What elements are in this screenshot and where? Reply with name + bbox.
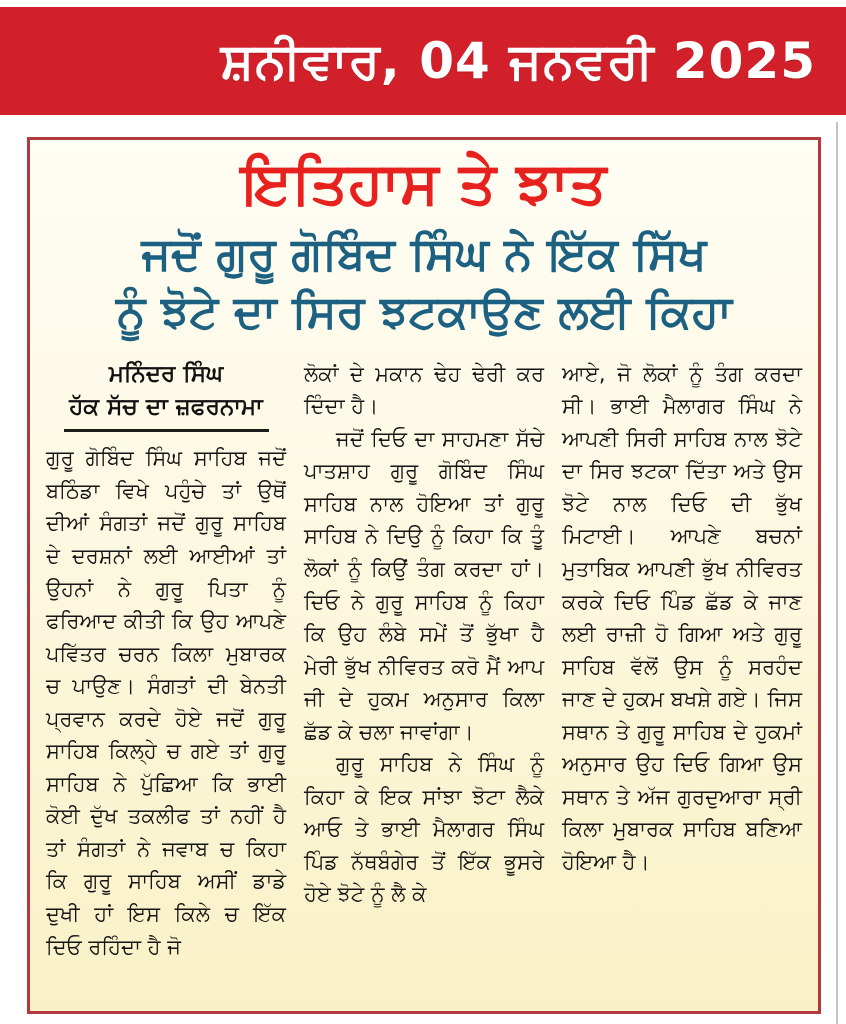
date-text: ਸ਼ਨੀਵਾਰ, 04 ਜਨਵਰੀ 2025 — [220, 31, 816, 90]
headline-line-1: ਜਦੋਂ ਗੁਰੂ ਗੋਬਿੰਦ ਸਿੰਘ ਨੇ ਇੱਕ ਸਿੱਖ — [141, 226, 707, 280]
column-2 — [304, 358, 544, 963]
byline-column-name: ਹੱਕ ਸੱਚ ਦਾ ਜ਼ਫਰਨਾਮਾ — [69, 394, 263, 421]
article-paragraph: ਜਦੋਂ ਦਿਓ ਦਾ ਸਾਹਮਣਾ ਸੱਚੇ ਪਾਤਸ਼ਾਹ ਗੁਰੂ ਗੋਬਿੰਦ ਸਿੰਘ ਸਾਹਿਬ ਨਾਲ ਹੋਇਆ ਤਾਂ ਗੁਰੂ ਸਾਹਿਬ ਨੇ ਦਿਉ ਨੂੰ ਕਿਹਾ ਕਿ ਤੂੰ ਲੋਕਾਂ ਨੂੰ ਕਿਉਂ ਤੰਗ ਕਰਦਾ ਹਾਂ। ਦਿਓ ਨੇ ਗੁਰੂ ਸਾਹਿਬ ਨੂੰ ਕਿਹਾ ਕਿ ਉਹ ਲੰਬੇ ਸਮੇਂ ਤੋਂ ਭੁੱਖਾ ਹੈ ਮੇਰੀ ਭੁੱਖ ਨੀਵਿਰਤ ਕਰੋ ਮੈਂ ਆਪ ਜੀ ਦੇ ਹੁਕਮ ਅਨੁਸਾਰ ਕਿਲਾ ਛੱਡ ਕੇ ਚਲਾ ਜਾਵਾਂਗਾ। — [304, 426, 544, 744]
column-3 — [562, 358, 802, 963]
column-1 — [46, 358, 286, 963]
article-columns — [46, 358, 802, 963]
byline-author: ਮਨਿੰਦਰ ਸਿੰਘ — [108, 360, 224, 387]
article-paragraph: ਆਏ, ਜੋ ਲੋਕਾਂ ਨੂੰ ਤੰਗ ਕਰਦਾ ਸੀ। ਭਾਈ ਮੈਲਾਗਰ ਸਿੰਘ ਨੇ ਆਪਣੀ ਸਿਰੀ ਸਾਹਿਬ ਨਾਲ ਝੋਟੇ ਦਾ ਸਿਰ ਝਟਕਾ ਦਿੱਤਾ ਅਤੇ ਉਸ ਝੋਟੇ ਨਾਲ ਦਿਓ ਦੀ ਭੁੱਖ ਮਿਟਾਈ। ਆਪਣੇ ਬਚਨਾਂ ਮੁਤਾਬਿਕ ਆਪਣੀ ਭੁੱਖ ਨੀਵਿਰਤ ਕਰਕੇ ਦਿਓ ਪਿੰਡ ਛੱਡ ਕੇ ਜਾਣ ਲਈ ਰਾਜ਼ੀ ਹੋ ਗਿਆ ਅਤੇ ਗੁਰੂ ਸਾਹਿਬ ਵੱਲੋਂ ਉਸ ਨੂੰ ਸਰਹੰਦ ਜਾਣ ਦੇ ਹੁਕਮ ਬਖਸ਼ੇ ਗਏ। ਜਿਸ ਸਥਾਨ ਤੇ ਗੁਰੂ ਸਾਹਿਬ ਦੇ ਹੁਕਮਾਂ ਅਨੁਸਾਰ ਉਹ ਦਿਓ ਗਿਆ ਉਸ ਸਥਾਨ ਤੇ ਅੱਜ ਗੁਰਦੁਆਰਾ ਸ੍ਰੀ ਕਿਲਾ ਮੁਬਾਰਕ ਸਾਹਿਬ ਬਣਿਆ ਹੋਇਆ ਹੈ। — [562, 361, 802, 874]
article-headline — [46, 225, 802, 342]
byline — [46, 358, 286, 425]
headline-line-2: ਨੂੰ ਝੋਟੇ ਦਾ ਸਿਰ ਝਟਕਾਉਣ ਲਈ ਕਿਹਾ — [116, 285, 732, 339]
scanned-page-edge — [836, 122, 838, 1024]
article-paragraph: ਗੁਰੂ ਗੋਬਿੰਦ ਸਿੰਘ ਸਾਹਿਬ ਜਦੋਂ ਬਠਿੰਡਾ ਵਿਖੇ ਪਹੁੰਚੇ ਤਾਂ ਉਥੋਂ ਦੀਆਂ ਸੰਗਤਾਂ ਜਦੋਂ ਗੁਰੂ ਸਾਹਿਬ ਦੇ ਦਰਸ਼ਨਾਂ ਲਈ ਆਈਆਂ ਤਾਂ ਉਹਨਾਂ ਨੇ ਗੁਰੂ ਪਿਤਾ ਨੂੰ ਫਰਿਆਦ ਕੀਤੀ ਕਿ ਉਹ ਆਪਣੇ ਪਵਿੱਤਰ ਚਰਨ ਕਿਲਾ ਮੁਬਾਰਕ ਚ ਪਾਉਣ। ਸੰਗਤਾਂ ਦੀ ਬੇਨਤੀ ਪ੍ਰਵਾਨ ਕਰਦੇ ਹੋਏ ਜਦੋਂ ਗੁਰੂ ਸਾਹਿਬ ਕਿਲ੍ਹੇ ਚ ਗਏ ਤਾਂ ਗੁਰੂ ਸਾਹਿਬ ਨੇ ਪੁੱਛਿਆ ਕਿ ਭਾਈ ਕੋਈ ਦੁੱਖ ਤਕਲੀਫ ਤਾਂ ਨਹੀਂ ਹੈ ਤਾਂ ਸੰਗਤਾਂ ਨੇ ਜਵਾਬ ਚ ਕਿਹਾ ਕਿ ਗੁਰੂ ਸਾਹਿਬ ਅਸੀਂ ਡਾਡੇ ਦੁਖੀ ਹਾਂ ਇਸ ਕਿਲੇ ਚ ਇੱਕ ਦਿਓ ਰਹਿੰਦਾ ਹੈ ਜੋ — [46, 446, 286, 959]
date-banner — [0, 7, 846, 115]
article-paragraph: ਲੋਕਾਂ ਦੇ ਮਕਾਨ ਢੇਹ ਢੇਰੀ ਕਰ ਦਿੰਦਾ ਹੈ। — [304, 361, 544, 419]
byline-divider — [64, 429, 269, 432]
section-title: ਇਤਿਹਾਸ ਤੇ ਝਾਤ — [241, 149, 607, 217]
article-paragraph: ਗੁਰੂ ਸਾਹਿਬ ਨੇ ਸਿੰਘ ਨੂੰ ਕਿਹਾ ਕੇ ਇਕ ਸਾਂਝਾ ਝੋਟਾ ਲੈਕੇ ਆਓ ਤੇ ਭਾਈ ਮੈਲਾਗਰ ਸਿੰਘ ਪਿੰਡ ਨੱਥਬੰਗੇਰ ਤੋਂ ਇੱਕ ਭੂਸਰੇ ਹੋਏ ਝੋਟੇ ਨੂੰ ਲੈ ਕੇ — [304, 752, 544, 907]
article-clip — [27, 137, 821, 1014]
